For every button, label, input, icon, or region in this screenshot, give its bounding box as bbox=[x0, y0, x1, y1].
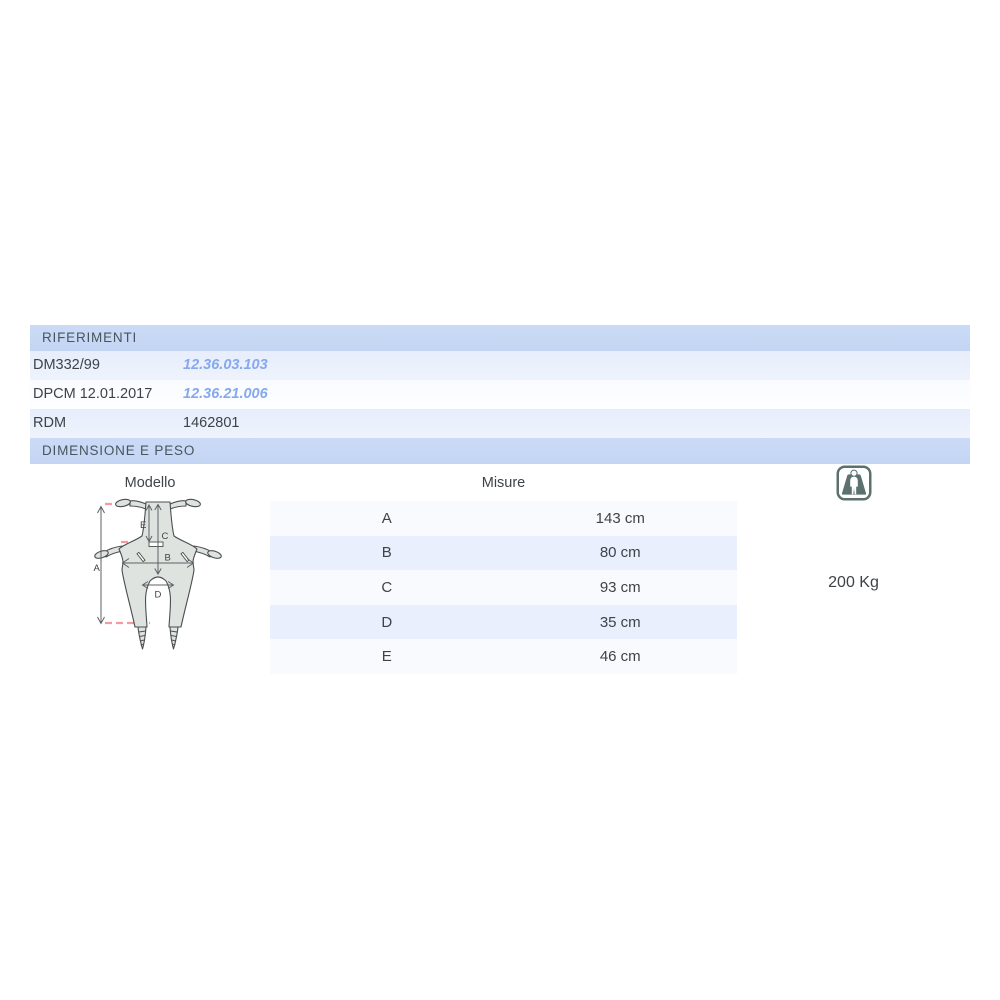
sling-diagram bbox=[93, 494, 223, 658]
measure-letter: A bbox=[381, 509, 392, 527]
max-load-column bbox=[737, 464, 970, 679]
measure-value: 35 cm bbox=[599, 613, 641, 631]
measure-row bbox=[270, 570, 737, 605]
reference-row bbox=[30, 351, 970, 380]
dim-label-A: A bbox=[93, 563, 100, 574]
max-load-person-weight-icon bbox=[836, 465, 872, 501]
dimensione-header bbox=[30, 438, 970, 464]
reference-code-link[interactable]: 12.36.21.006 bbox=[183, 386, 268, 402]
measure-row bbox=[270, 639, 737, 674]
measure-value: 143 cm bbox=[595, 509, 645, 527]
measure-letter: E bbox=[381, 648, 392, 666]
measure-letter: D bbox=[381, 613, 393, 631]
measure-row bbox=[270, 605, 737, 640]
measurements-table bbox=[270, 501, 737, 674]
reference-label: RDM bbox=[33, 415, 67, 431]
reference-row bbox=[30, 380, 970, 409]
dim-label-E: E bbox=[140, 520, 147, 531]
measure-value: 93 cm bbox=[599, 578, 641, 596]
dimensione-title: DIMENSIONE E PESO bbox=[42, 443, 196, 458]
riferimenti-header bbox=[30, 325, 970, 351]
reference-label: DM332/99 bbox=[33, 357, 100, 373]
max-load-value: 200 Kg bbox=[828, 574, 879, 591]
reference-code-link[interactable]: 12.36.03.103 bbox=[183, 357, 268, 373]
measure-value: 46 cm bbox=[599, 648, 641, 666]
measure-row bbox=[270, 536, 737, 571]
dim-label-C: C bbox=[161, 531, 169, 542]
measure-letter: B bbox=[381, 544, 392, 562]
measure-value: 80 cm bbox=[599, 544, 641, 562]
measure-letter: C bbox=[381, 578, 393, 596]
reference-label: DPCM 12.01.2017 bbox=[33, 386, 153, 402]
sling-diagram-svg bbox=[93, 494, 223, 658]
misure-column-title: Misure bbox=[481, 475, 526, 491]
spec-content bbox=[30, 325, 970, 679]
reference-value: 1462801 bbox=[183, 415, 240, 431]
measure-row bbox=[270, 501, 737, 536]
dimensions-section bbox=[30, 464, 970, 679]
dim-label-D: D bbox=[154, 589, 162, 601]
reference-row bbox=[30, 409, 970, 438]
modello-column-title: Modello bbox=[124, 475, 176, 491]
riferimenti-title: RIFERIMENTI bbox=[42, 330, 138, 345]
dim-label-B: B bbox=[164, 552, 171, 564]
